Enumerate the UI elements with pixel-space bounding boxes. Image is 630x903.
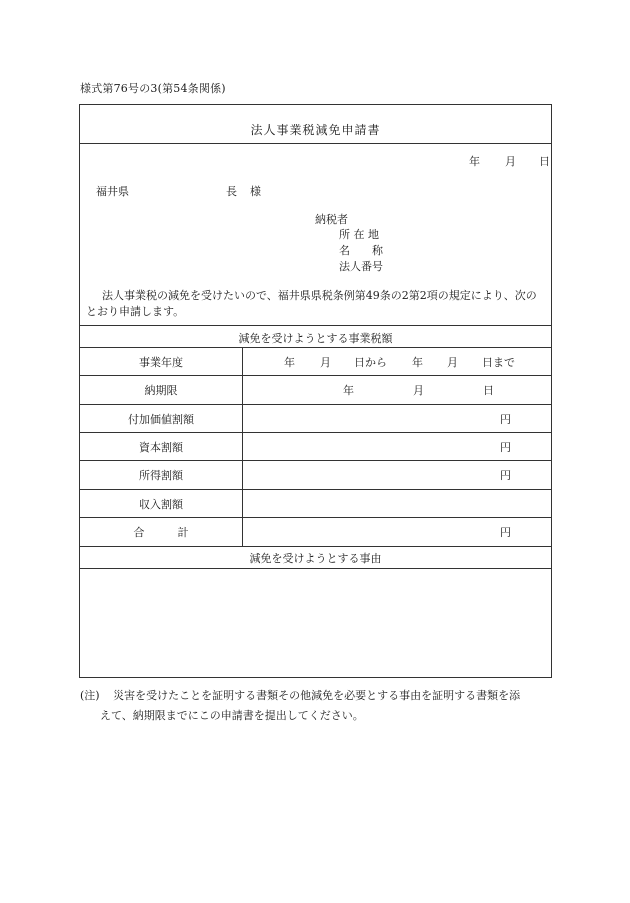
divider (80, 325, 551, 326)
income-label: 所得割額 (139, 469, 183, 482)
total-unit[interactable]: 円 (500, 526, 511, 539)
addressee-prefecture: 福井県 (96, 185, 129, 198)
addressee-role: 長 (226, 185, 237, 198)
footnote (80, 686, 555, 726)
divider (80, 460, 551, 461)
form-title: 法人事業税減免申請書 (250, 123, 381, 137)
reason-input-area[interactable] (82, 570, 549, 675)
taxpayer-heading: 納税者 (315, 213, 348, 226)
taxpayer-name-label[interactable]: 名 称 (339, 244, 383, 257)
taxpayer-address-label[interactable]: 所 在 地 (339, 228, 379, 241)
value-added-unit[interactable]: 円 (500, 413, 511, 426)
divider (80, 432, 551, 433)
application-form (79, 104, 552, 678)
request-statement: 法人事業税の減免を受けたいので、福井県県税条例第49条の2第2項の規定により、次のとおり申請します。 (86, 289, 537, 318)
divider (80, 404, 551, 405)
business-year-start-month[interactable]: 月 (320, 356, 331, 369)
value-added-label: 付加価値割額 (128, 413, 194, 426)
footnote-line1: 災害を受けたことを証明する書類その他減免を必要とする事由を証明する書類を添 (113, 689, 521, 702)
divider (80, 375, 551, 376)
business-year-start-year[interactable]: 年 (284, 356, 295, 369)
capital-unit[interactable]: 円 (500, 441, 511, 454)
date-month[interactable]: 月 (505, 155, 516, 168)
addressee-honorific: 様 (250, 185, 261, 198)
divider (80, 546, 551, 547)
due-date-label: 納期限 (144, 384, 178, 397)
footnote-line2: えて、納期限までにこの申請書を提出してください。 (100, 709, 364, 722)
section-reason-heading: 減免を受けようとする事由 (249, 552, 382, 565)
due-date-day[interactable]: 日 (483, 384, 494, 397)
business-year-start-day[interactable]: 日から (354, 356, 387, 369)
business-year-end-day[interactable]: 日まで (482, 356, 515, 369)
date-year[interactable]: 年 (469, 155, 480, 168)
due-date-month[interactable]: 月 (413, 384, 424, 397)
revenue-label: 収入割額 (139, 498, 183, 511)
date-day[interactable]: 日 (539, 155, 550, 168)
capital-label: 資本割額 (139, 441, 183, 454)
business-year-label: 事業年度 (139, 356, 183, 369)
divider (80, 143, 551, 144)
footnote-mark: (注) (80, 689, 100, 702)
taxpayer-corporate-number-label[interactable]: 法人番号 (339, 260, 383, 273)
section-amount-heading: 減免を受けようとする事業税額 (238, 332, 393, 345)
form-number-label: 様式第76号の3(第54条関係) (80, 82, 226, 95)
divider (80, 568, 551, 569)
business-year-end-month[interactable]: 月 (447, 356, 458, 369)
divider (80, 517, 551, 518)
total-label: 合 計 (133, 526, 189, 539)
divider (80, 347, 551, 348)
business-year-end-year[interactable]: 年 (412, 356, 423, 369)
due-date-year[interactable]: 年 (343, 384, 354, 397)
divider (80, 489, 551, 490)
income-unit[interactable]: 円 (500, 469, 511, 482)
